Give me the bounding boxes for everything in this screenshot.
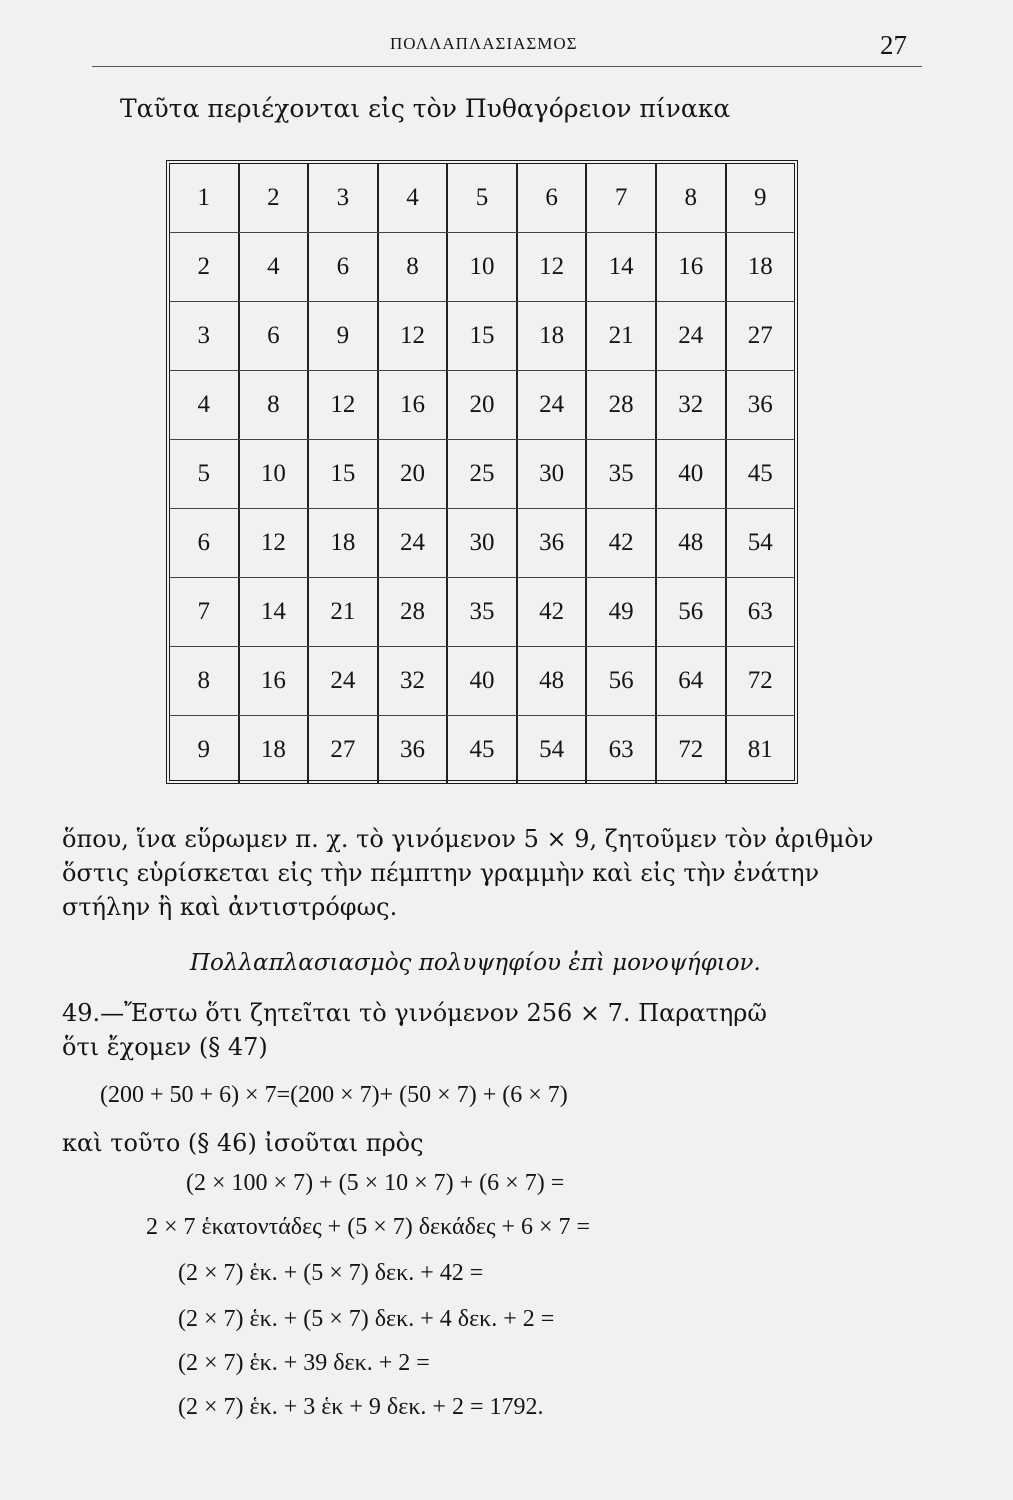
table-cell: 2 — [170, 233, 240, 301]
table-row — [170, 233, 794, 302]
table-cell: 56 — [587, 647, 657, 715]
table-cell: 28 — [587, 371, 657, 439]
table-cell: 63 — [747, 598, 773, 625]
table-cell: 54 — [747, 529, 773, 556]
table-cell: 20 — [379, 440, 449, 508]
table-cell: 27 — [309, 716, 379, 784]
table-cell: 81 — [747, 736, 773, 763]
equation-step: (2 × 7) ἑκ. + 39 δεκ. + 2 = — [178, 1350, 430, 1376]
table-cell: 56 — [657, 578, 727, 646]
table-cell: 16 — [657, 233, 727, 301]
equation-step: (2 × 7) ἑκ. + 3 ἑκ + 9 δεκ. + 2 = 1792. — [178, 1394, 544, 1420]
table-cell: 45 — [747, 460, 773, 487]
table-cell: 7 — [170, 578, 240, 646]
table-cell: 8 — [170, 647, 240, 715]
table-cell: 45 — [448, 716, 518, 784]
table-cell: 9 — [309, 302, 379, 370]
table-cell: 40 — [657, 440, 727, 508]
table-cell: 64 — [657, 647, 727, 715]
table-cell: 2 — [240, 164, 310, 232]
equation-step: (2 × 7) ἑκ. + (5 × 7) δεκ. + 4 δεκ. + 2 = — [178, 1306, 555, 1332]
table-cell: 12 — [309, 371, 379, 439]
table-cell: 3 — [309, 164, 379, 232]
table-cell: 35 — [587, 440, 657, 508]
table-cell: 10 — [240, 440, 310, 508]
table-cell: 8 — [379, 233, 449, 301]
pythagorean-table — [166, 160, 798, 784]
table-cell: 4 — [379, 164, 449, 232]
table-cell: 15 — [448, 302, 518, 370]
table-cell: 4 — [170, 371, 240, 439]
table-cell: 15 — [309, 440, 379, 508]
table-row — [170, 302, 794, 371]
section-title: Πολλαπλασιασμὸς πολυψηφίου ἐπὶ μονοψήφιον. — [190, 950, 761, 976]
table-cell: 21 — [309, 578, 379, 646]
paragraph-1 — [62, 822, 912, 924]
equation-expansion: (200 + 50 + 6) × 7=(200 × 7)+ (50 × 7) + (6 × 7) — [100, 1082, 568, 1108]
running-title: ΠΟΛΛΑΠΛΑΣΙΑΣΜΟΣ — [390, 34, 578, 53]
table-cell: 27 — [747, 322, 773, 349]
table-cell: 48 — [518, 647, 588, 715]
table-row — [170, 440, 794, 509]
table-cell: 18 — [518, 302, 588, 370]
table-cell: 18 — [747, 253, 773, 280]
equation-step: (2 × 7) ἑκ. + (5 × 7) δεκ. + 42 = — [178, 1260, 484, 1286]
table-cell: 20 — [448, 371, 518, 439]
table-cell: 36 — [518, 509, 588, 577]
table-cell: 25 — [448, 440, 518, 508]
table-cell: 4 — [240, 233, 310, 301]
header-rule — [92, 66, 922, 67]
table-cell: 12 — [240, 509, 310, 577]
table-row — [170, 509, 794, 578]
table-cell: 14 — [240, 578, 310, 646]
intro-line: Ταῦτα περιέχονται εἰς τὸν Πυθαγόρειον πίνακα — [120, 94, 731, 123]
table-cell: 24 — [657, 302, 727, 370]
table-cell: 28 — [379, 578, 449, 646]
table-row — [170, 164, 794, 233]
table-cell: 30 — [448, 509, 518, 577]
table-cell: 12 — [518, 233, 588, 301]
table-cell: 5 — [448, 164, 518, 232]
table-cell: 36 — [747, 391, 773, 418]
table-cell: 24 — [518, 371, 588, 439]
table-row — [170, 716, 794, 784]
table-cell: 8 — [240, 371, 310, 439]
equation-step: 2 × 7 ἑκατοντάδες + (5 × 7) δεκάδες + 6 × 7 = — [146, 1214, 591, 1240]
page-number: 27 — [880, 30, 907, 60]
table-cell: 49 — [587, 578, 657, 646]
table-cell: 5 — [170, 440, 240, 508]
paragraph-2 — [62, 996, 912, 1064]
table-cell: 72 — [747, 667, 773, 694]
table-row — [170, 647, 794, 716]
table-cell: 9 — [754, 184, 767, 211]
table-cell: 7 — [587, 164, 657, 232]
table-cell: 48 — [657, 509, 727, 577]
table-row — [170, 371, 794, 440]
table-cell: 8 — [657, 164, 727, 232]
paragraph-2-line: 49.—Ἔστω ὅτι ζητεῖται τὸ γινόμενον 256 × 7. Παρατηρῶ — [62, 999, 767, 1027]
paragraph-2-line: ὅτι ἔχομεν (§ 47) — [62, 1033, 268, 1061]
table-cell: 63 — [587, 716, 657, 784]
paragraph-1-line: ὅπου, ἵνα εὕρωμεν π. χ. τὸ γινόμενον 5 × 9, ζητοῦμεν τὸν ἀριθμὸν — [62, 825, 874, 853]
table-cell: 21 — [587, 302, 657, 370]
table-cell: 1 — [170, 164, 240, 232]
table-cell: 18 — [309, 509, 379, 577]
table-cell: 18 — [240, 716, 310, 784]
table-cell: 32 — [379, 647, 449, 715]
table-cell: 16 — [240, 647, 310, 715]
table-cell: 6 — [240, 302, 310, 370]
table-cell: 10 — [448, 233, 518, 301]
table-cell: 6 — [518, 164, 588, 232]
paragraph-1-line: στήλην ἢ καὶ ἀντιστρόφως. — [62, 893, 398, 921]
table-cell: 30 — [518, 440, 588, 508]
table-cell: 72 — [657, 716, 727, 784]
table-cell: 42 — [518, 578, 588, 646]
table-cell: 35 — [448, 578, 518, 646]
table-cell: 42 — [587, 509, 657, 577]
table-cell: 9 — [170, 716, 240, 784]
table-row — [170, 578, 794, 647]
table-cell: 54 — [518, 716, 588, 784]
table-cell: 12 — [379, 302, 449, 370]
table-cell: 24 — [379, 509, 449, 577]
table-cell: 6 — [170, 509, 240, 577]
table-cell: 6 — [309, 233, 379, 301]
table-cell: 3 — [170, 302, 240, 370]
equation-step: (2 × 100 × 7) + (5 × 10 × 7) + (6 × 7) = — [186, 1170, 565, 1196]
table-cell: 14 — [587, 233, 657, 301]
table-cell: 40 — [448, 647, 518, 715]
table-cell: 32 — [657, 371, 727, 439]
table-cell: 36 — [379, 716, 449, 784]
connector-line: καὶ τοῦτο (§ 46) ἰσοῦται πρὸς — [62, 1129, 424, 1157]
table-cell: 24 — [309, 647, 379, 715]
paragraph-1-line: ὅστις εὑρίσκεται εἰς τὴν πέμπτην γραμμὴν καὶ εἰς τὴν ἐνάτην — [62, 859, 820, 887]
table-cell: 16 — [379, 371, 449, 439]
